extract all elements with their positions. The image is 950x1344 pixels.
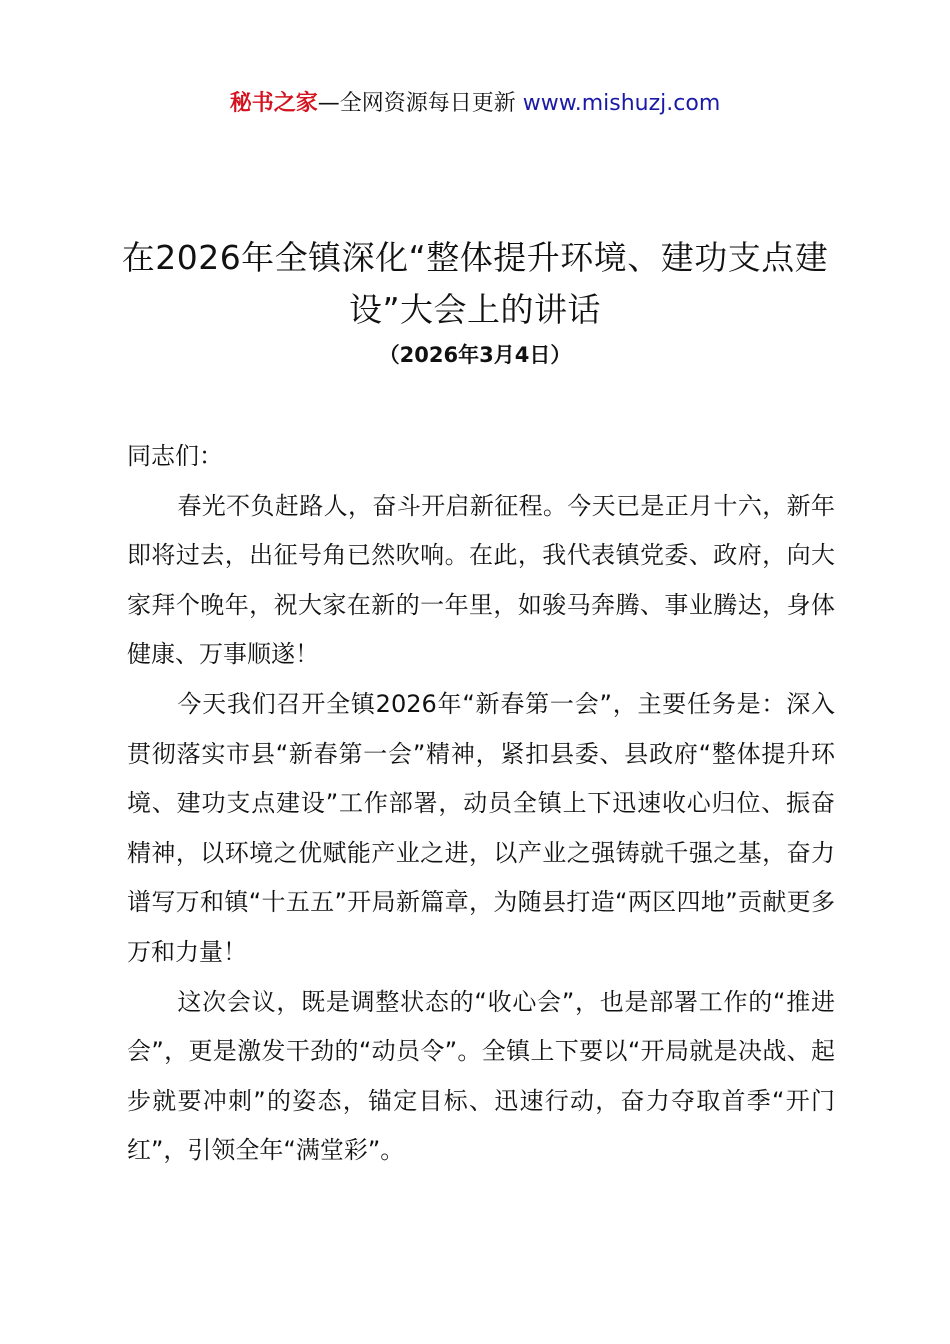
document-body: [127, 432, 835, 1176]
site-url[interactable]: www.mishuzj.com: [522, 91, 721, 116]
paragraph: 春光不负赶路人，奋斗开启新征程。今天已是正月十六，新年即将过去，出征号角已然吹响。在此，我代表镇党委、政府，向大家拜个晚年，祝大家在新的一年里，如骏马奔腾、事业腾达，身体健康、万事顺遂！: [127, 491, 835, 669]
header-slogan: —全网资源每日更新: [317, 91, 523, 116]
document-title: 在2026年全镇深化“整体提升环境、建功支点建设”大会上的讲话: [121, 238, 829, 329]
paragraph: 今天我们召开全镇2026年“新春第一会”，主要任务是：深入贯彻落实市县“新春第一会”精神，紧扣县委、县政府“整体提升环境、建功支点建设”工作部署，动员全镇上下迅速收心归位、振奋精神，以环境之优赋能产业之进，以产业之强铸就千强之基，奋力谱写万和镇“十五五”开局新篇章，为随县打造“两区四地”贡献更多万和力量！: [127, 689, 835, 966]
site-header: [0, 88, 950, 120]
greeting: 同志们：: [127, 442, 223, 470]
brand-name: 秘书之家: [229, 91, 318, 116]
paragraph: 这次会议，既是调整状态的“收心会”，也是部署工作的“推进会”，更是激发干劲的“动员令”。全镇上下要以“开局就是决战、起步就要冲刺”的姿态，锚定目标、迅速行动，奋力夺取首季“开门红”，引领全年“满堂彩”。: [127, 987, 835, 1165]
document-date: （2026年3月4日）: [378, 343, 572, 367]
